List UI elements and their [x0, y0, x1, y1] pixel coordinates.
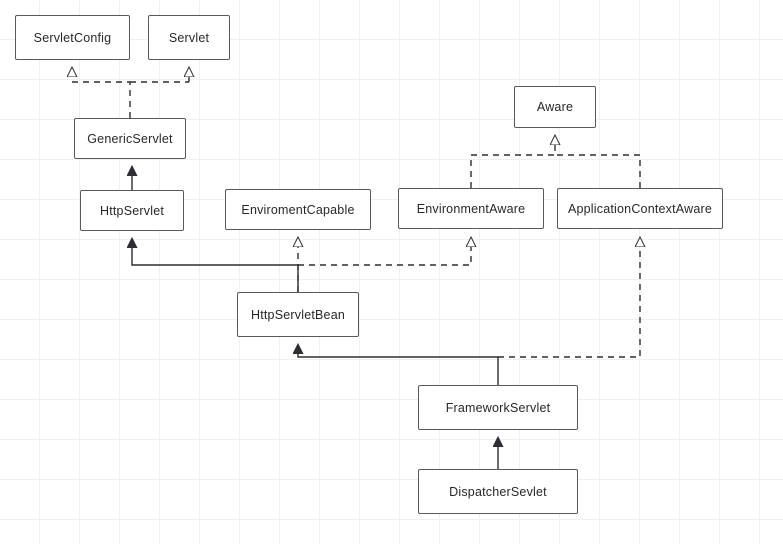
node-label: Aware	[536, 100, 574, 114]
node-label: EnvironmentAware	[416, 201, 526, 216]
edge-httpservletbean-to-httpservlet	[132, 239, 298, 292]
node-servletconfig[interactable]	[15, 15, 130, 60]
node-applicationcontextaware[interactable]	[557, 188, 723, 229]
node-label: FrameworkServlet	[445, 400, 551, 415]
edge-applicationcontextaware-to-aware	[555, 155, 640, 188]
node-label: ApplicationContextAware	[567, 201, 713, 216]
edge-httpservletbean-env-link	[298, 238, 471, 265]
node-label: HttpServlet	[99, 203, 165, 218]
node-environmentaware[interactable]	[398, 188, 544, 229]
edge-genericservlet-to-servletconfig	[72, 68, 130, 118]
node-label: DispatcherSevlet	[449, 484, 547, 499]
node-aware[interactable]	[514, 86, 596, 128]
edge-frameworkservlet-to-applicationcontextaware	[498, 238, 640, 357]
node-label: EnviromentCapable	[241, 202, 355, 217]
node-httpservlet[interactable]	[80, 190, 184, 231]
node-servlet[interactable]	[148, 15, 230, 60]
node-enviromentcapable[interactable]	[225, 189, 371, 230]
node-httpservletbean[interactable]	[237, 292, 359, 337]
node-label: HttpServletBean	[250, 307, 346, 322]
edge-frameworkservlet-to-httpservletbean	[298, 345, 498, 385]
node-frameworkservlet[interactable]	[418, 385, 578, 430]
node-label: Servlet	[168, 30, 210, 45]
node-label: ServletConfig	[33, 30, 112, 45]
edge-environmentaware-to-aware	[471, 136, 555, 188]
node-genericservlet[interactable]	[74, 118, 186, 159]
node-dispatchersevlet[interactable]	[418, 469, 578, 514]
node-label: GenericServlet	[87, 131, 173, 146]
